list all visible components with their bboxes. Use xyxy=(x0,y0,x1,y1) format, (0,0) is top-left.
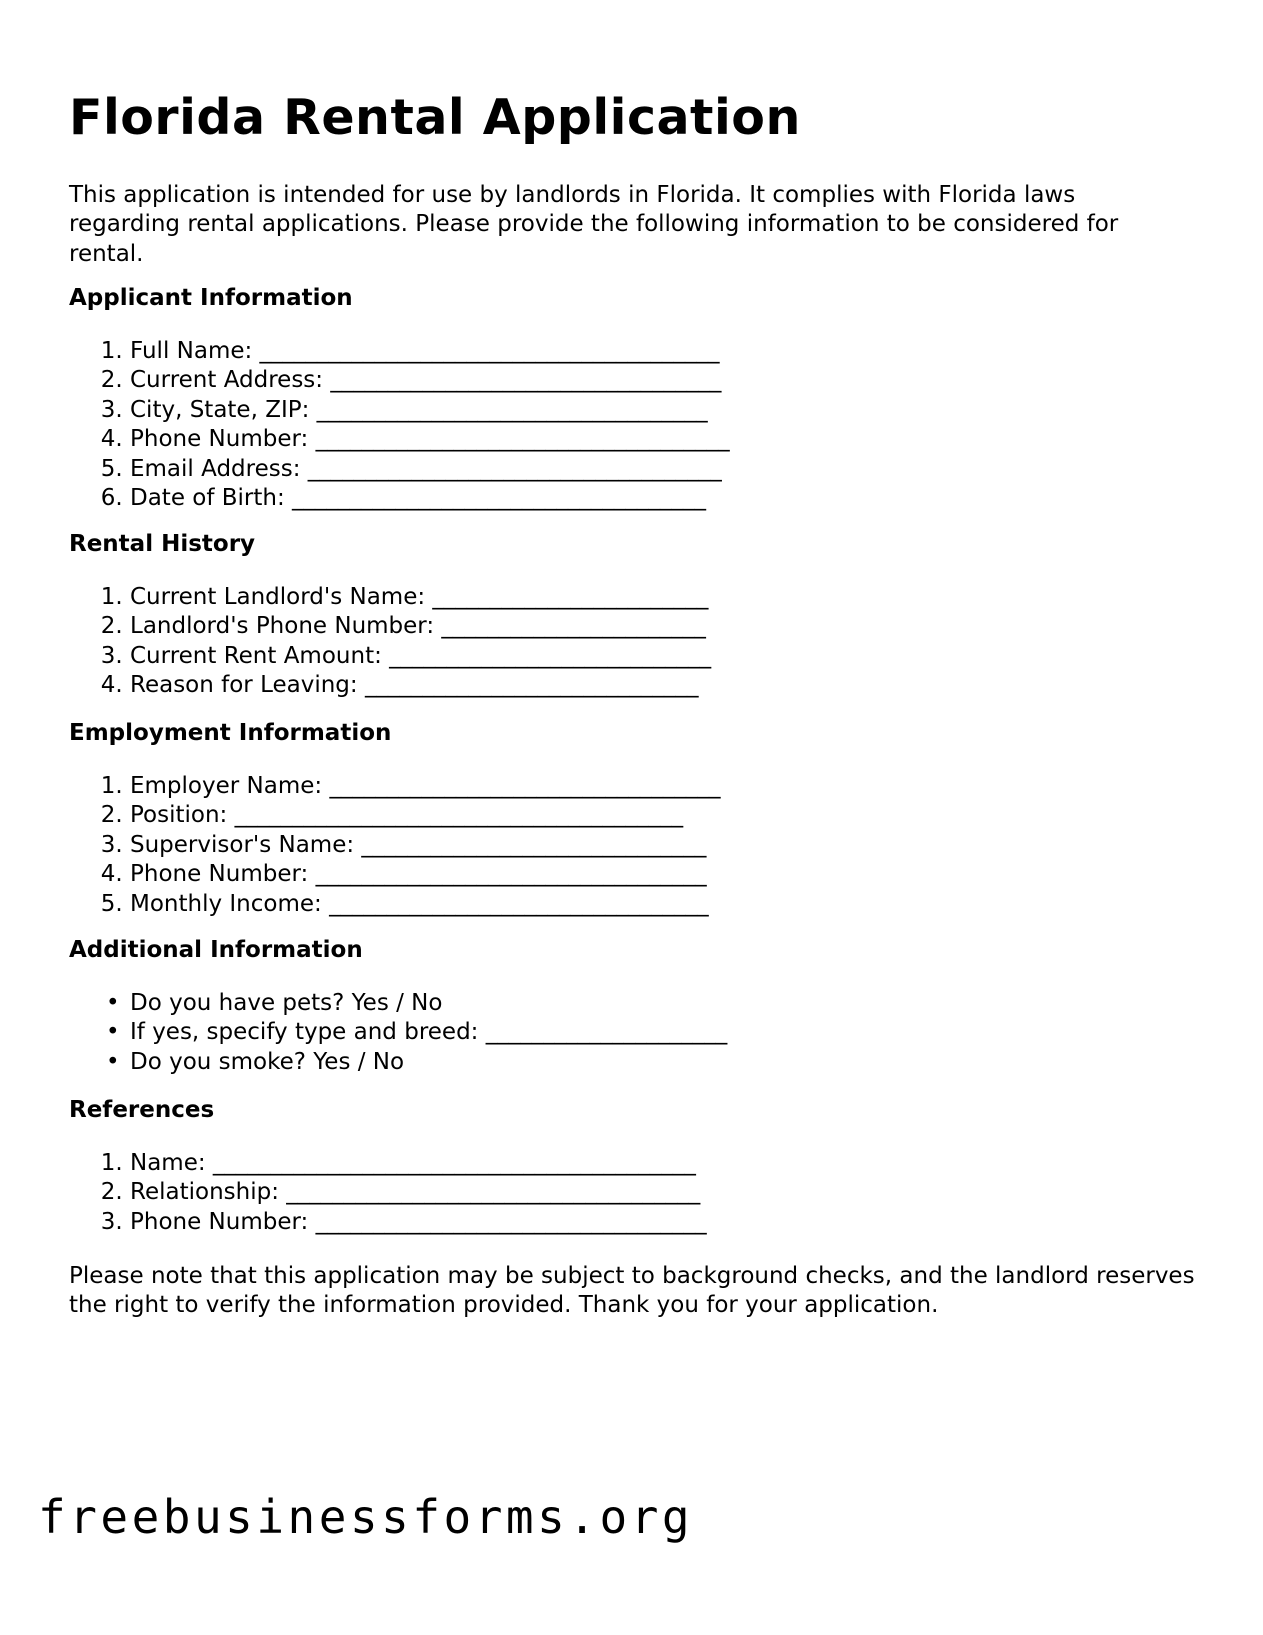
references-fields-list xyxy=(69,1149,1199,1237)
field-reference-relationship[interactable]: 2. Relationship: ____________________________________ xyxy=(130,1178,1199,1207)
field-monthly-income[interactable]: 5. Monthly Income: _________________________________ xyxy=(130,890,1199,919)
field-email-address[interactable]: 5. Email Address: ____________________________________ xyxy=(130,455,1199,484)
section-heading: References xyxy=(69,1097,215,1123)
field-city-state-zip[interactable]: 3. City, State, ZIP: __________________________________ xyxy=(130,396,1199,425)
section-additional-information xyxy=(69,936,1199,1077)
rental-history-fields-list xyxy=(69,583,1199,701)
field-current-rent-amount[interactable]: 3. Current Rent Amount: ____________________________ xyxy=(130,642,1199,671)
additional-fields-list xyxy=(69,989,1199,1077)
field-current-landlord-name[interactable]: 1. Current Landlord's Name: ________________________ xyxy=(130,583,1199,612)
field-supervisor-name[interactable]: 3. Supervisor's Name: ______________________________ xyxy=(130,831,1199,860)
list-item-text: If yes, specify type and breed: _____________________ xyxy=(130,1019,728,1046)
field-pets-question[interactable] xyxy=(106,989,1199,1018)
bullet-icon: • xyxy=(106,1019,120,1046)
closing-paragraph: Please note that this application may be subject to background checks, and the landlord reserves the right to verify the information provided. Thank you for your application. xyxy=(69,1263,1195,1319)
applicant-fields-list xyxy=(69,337,1199,513)
section-heading: Employment Information xyxy=(69,720,392,746)
field-landlord-phone-number[interactable]: 2. Landlord's Phone Number: _______________________ xyxy=(130,612,1199,641)
section-references xyxy=(69,1096,1199,1237)
list-item-text: Do you smoke? Yes / No xyxy=(130,1048,405,1075)
field-date-of-birth[interactable]: 6. Date of Birth: ____________________________________ xyxy=(130,484,1199,513)
field-reason-for-leaving[interactable]: 4. Reason for Leaving: _____________________________ xyxy=(130,671,1199,700)
field-current-address[interactable]: 2. Current Address: __________________________________ xyxy=(130,366,1199,395)
list-item-text: Do you have pets? Yes / No xyxy=(130,990,443,1016)
field-full-name[interactable]: 1. Full Name: ________________________________________ xyxy=(130,337,1199,366)
field-reference-name[interactable]: 1. Name: __________________________________________ xyxy=(130,1149,1199,1178)
section-heading: Additional Information xyxy=(69,937,363,963)
section-heading: Applicant Information xyxy=(69,285,353,311)
field-smoke-question[interactable] xyxy=(106,1048,1199,1077)
employment-fields-list xyxy=(69,772,1199,919)
field-reference-phone-number[interactable]: 3. Phone Number: __________________________________ xyxy=(130,1208,1199,1237)
section-employment-information xyxy=(69,719,1199,919)
bullet-icon: • xyxy=(106,990,120,1016)
intro-paragraph: This application is intended for use by landlords in Florida. It complies with Florida laws regarding rental applications. Please provide the following information to be considered for rental. xyxy=(69,182,1119,267)
field-pet-type-breed[interactable] xyxy=(106,1018,1199,1047)
field-position[interactable]: 2. Position: _______________________________________ xyxy=(130,801,1199,830)
section-applicant-information xyxy=(69,284,1199,513)
page-title: Florida Rental Application xyxy=(69,89,801,146)
bullet-icon: • xyxy=(106,1048,120,1075)
section-rental-history xyxy=(69,530,1199,701)
section-heading: Rental History xyxy=(69,531,256,557)
watermark-logo-text: freebusinessforms.org xyxy=(38,1490,694,1544)
field-phone-number[interactable]: 4. Phone Number: ____________________________________ xyxy=(130,425,1199,454)
field-employer-name[interactable]: 1. Employer Name: __________________________________ xyxy=(130,772,1199,801)
field-employer-phone-number[interactable]: 4. Phone Number: __________________________________ xyxy=(130,860,1199,889)
